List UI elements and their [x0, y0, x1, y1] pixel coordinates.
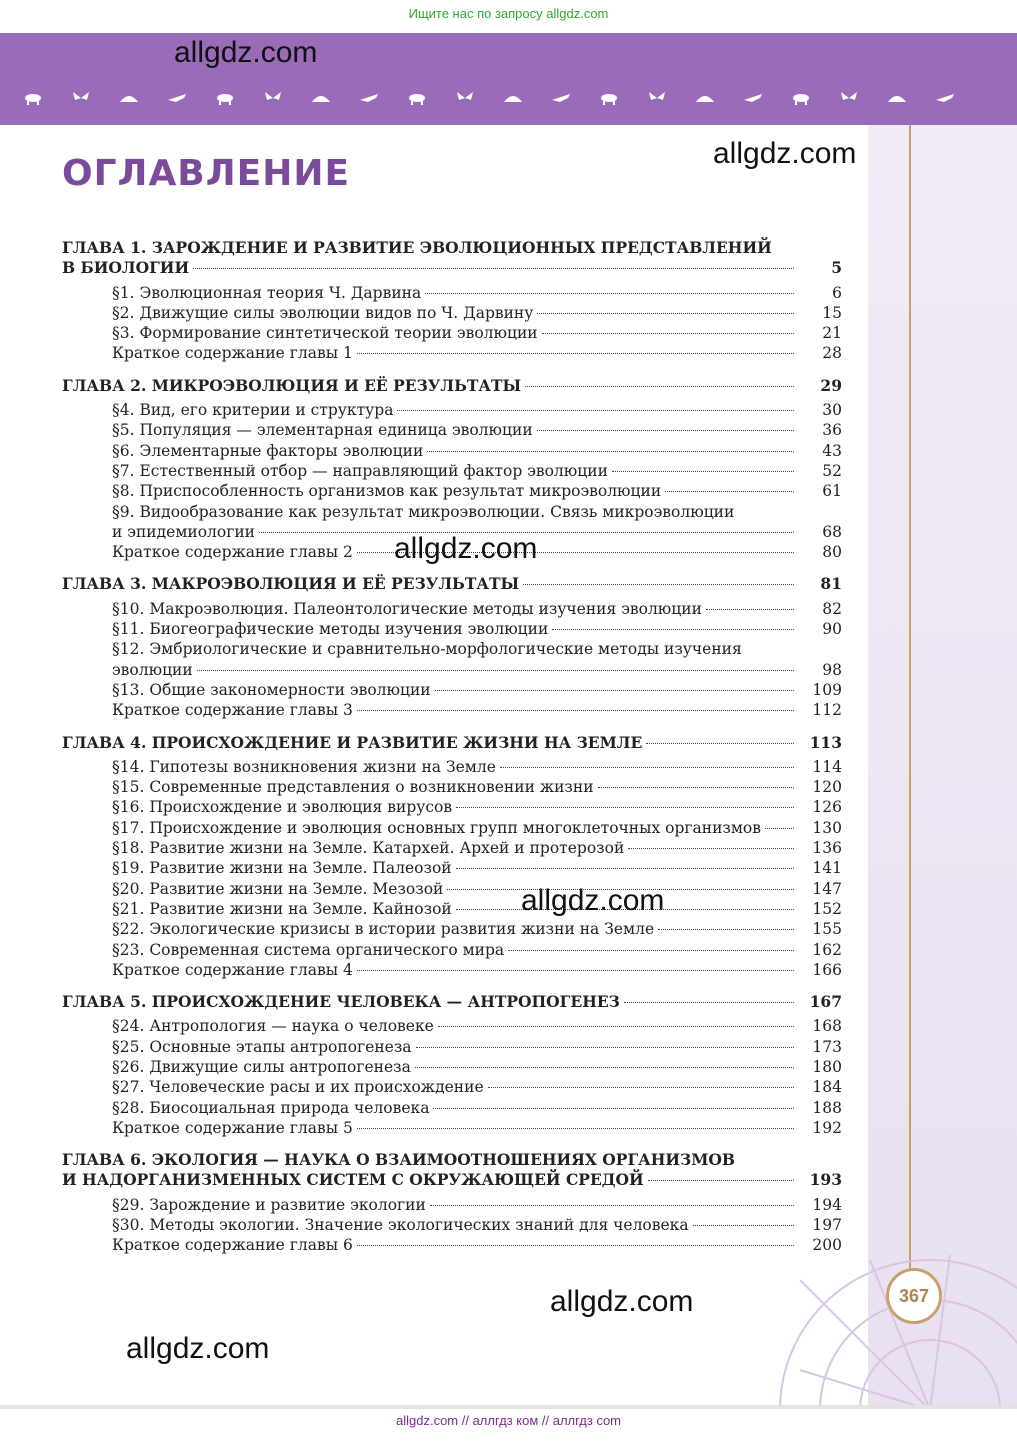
toc-entry: [62, 1037, 842, 1057]
toc-entry-title: §15. Современные представления о возникновении жизни: [112, 778, 594, 797]
toc-entry-title: §12. Эмбриологические и сравнительно-морфологические методы изучения: [112, 640, 742, 659]
toc-entry-page: 120: [812, 778, 842, 797]
toc-entry-title: §21. Развитие жизни на Земле. Кайнозой: [112, 899, 452, 918]
chapter-heading: [62, 992, 842, 1012]
dot-leader: [658, 929, 794, 930]
toc-entry-page: 166: [812, 960, 842, 979]
toc-entry-page: 168: [812, 1017, 842, 1036]
dot-leader: [552, 629, 794, 630]
animal-silhouette-icon: [934, 90, 956, 106]
watermark: allgdz.com: [126, 1332, 270, 1365]
dot-leader: [433, 1108, 794, 1109]
toc-entry: [62, 481, 842, 501]
dot-leader: [508, 950, 794, 951]
toc-entry-title: §24. Антропология — наука о человеке: [112, 1017, 434, 1036]
animal-silhouette-icon: [886, 90, 908, 106]
toc-entry: [62, 420, 842, 440]
toc-entry-page: 136: [812, 839, 842, 858]
toc-entry: [62, 680, 842, 700]
toc-entry-title: §22. Экологические кризисы в истории развития жизни на Земле: [112, 920, 655, 939]
toc-entry-title: §6. Элементарные факторы эволюции: [112, 441, 424, 460]
toc-entry-page: 80: [822, 543, 842, 562]
chapter-page-number: 5: [831, 258, 842, 278]
toc-entry-title: §11. Биогеографические методы изучения эволюции: [112, 620, 549, 639]
animal-silhouette-icon: [694, 90, 716, 106]
chapter-title-line: ГЛАВА 1. ЗАРОЖДЕНИЕ И РАЗВИТИЕ ЭВОЛЮЦИОННЫХ ПРЕДСТАВЛЕНИЙ: [62, 238, 772, 257]
toc-entry-title: §9. Видообразование как результат микроэволюции. Связь микроэволюции: [112, 502, 735, 521]
animal-silhouette-icon: [598, 90, 620, 106]
dot-leader: [357, 1245, 794, 1246]
toc-entry-title: §7. Естественный отбор — направляющий фактор эволюции: [112, 461, 608, 480]
animal-silhouette-icon: [118, 90, 140, 106]
toc-entry: [62, 960, 842, 980]
toc-entry-page: 43: [822, 441, 842, 460]
dot-leader: [456, 807, 794, 808]
toc-entry: [62, 283, 842, 303]
toc-entry: [62, 461, 842, 481]
toc-entry: [62, 502, 842, 522]
toc-entry-title: эволюции: [112, 660, 193, 679]
toc-entry: [62, 919, 842, 939]
toc-entry-page: 68: [822, 522, 842, 541]
toc-entry-title: Краткое содержание главы 5: [112, 1118, 353, 1137]
toc-entry-page: 90: [822, 620, 842, 639]
chapter-heading: [62, 574, 842, 594]
section-list: [62, 283, 842, 364]
chapter-page-number: 193: [809, 1170, 842, 1190]
toc-entry: [62, 639, 842, 659]
section-list: [62, 1016, 842, 1138]
animal-silhouette-icon: [310, 90, 332, 106]
page-number-badge: 367: [886, 1268, 942, 1324]
animal-silhouette-icon: [502, 90, 524, 106]
toc-entry-title: §10. Макроэволюция. Палеонтологические методы изучения эволюции: [112, 599, 702, 618]
chapter-heading: [62, 733, 842, 753]
dot-leader: [435, 690, 794, 691]
dot-leader: [523, 584, 794, 585]
chapter-title-line: ГЛАВА 4. ПРОИСХОЖДЕНИЕ И РАЗВИТИЕ ЖИЗНИ НА ЗЕМЛЕ: [62, 732, 643, 752]
toc-entry: [62, 1077, 842, 1097]
toc-entry: [62, 757, 842, 777]
toc-entry-title: Краткое содержание главы 6: [112, 1236, 353, 1255]
section-list: [62, 1195, 842, 1256]
watermark: allgdz.com: [713, 137, 857, 170]
toc-entry-page: 173: [812, 1037, 842, 1056]
chapter-title-line: ГЛАВА 5. ПРОИСХОЖДЕНИЕ ЧЕЛОВЕКА — АНТРОПОГЕНЕЗ: [62, 992, 620, 1012]
chapter-title-line: В БИОЛОГИИ: [62, 258, 190, 278]
toc-entry-page: 130: [812, 818, 842, 837]
toc-entry: [62, 818, 842, 838]
dot-leader: [397, 410, 794, 411]
animal-silhouette-icon: [406, 90, 428, 106]
chapter-page-number: 81: [820, 574, 842, 594]
toc-entry: [62, 1098, 842, 1118]
section-list: [62, 757, 842, 980]
dot-leader: [425, 293, 794, 294]
chapter-title-line: И НАДОРГАНИЗМЕННЫХ СИСТЕМ С ОКРУЖАЮЩЕЙ СРЕДОЙ: [62, 1170, 644, 1190]
toc-entry: [62, 1235, 842, 1255]
toc-entry-page: 28: [822, 344, 842, 363]
dot-leader: [665, 491, 794, 492]
toc-entry-title: §4. Вид, его критерии и структура: [112, 401, 394, 420]
toc-entry: [62, 1118, 842, 1138]
decorative-circle-pattern-icon: [710, 1240, 1017, 1405]
chapter-page-number: 29: [820, 375, 842, 395]
toc-entry: [62, 343, 842, 363]
dot-leader: [525, 386, 794, 387]
dot-leader: [628, 848, 794, 849]
toc-entry-title: §19. Развитие жизни на Земле. Палеозой: [112, 859, 452, 878]
animal-silhouette-icon: [70, 90, 92, 106]
toc-entry: [62, 400, 842, 420]
toc-entry-title: §3. Формирование синтетической теории эволюции: [112, 324, 538, 343]
toc-entry: [62, 899, 842, 919]
dot-leader: [357, 353, 794, 354]
toc-entry: [62, 619, 842, 639]
dot-leader: [427, 451, 794, 452]
toc-entry-page: 109: [812, 680, 842, 699]
toc-entry: [62, 940, 842, 960]
chapter-heading: [62, 238, 842, 279]
toc-entry-page: 141: [812, 859, 842, 878]
toc-entry-title: Краткое содержание главы 3: [112, 701, 353, 720]
table-of-contents: [62, 238, 842, 1256]
toc-entry-page: 126: [812, 798, 842, 817]
animal-silhouette-icon: [358, 90, 380, 106]
animal-silhouette-icon: [550, 90, 572, 106]
toc-entry-title: §29. Зарождение и развитие экологии: [112, 1195, 426, 1214]
animal-silhouette-icon: [22, 90, 44, 106]
toc-entry-page: 162: [812, 940, 842, 959]
toc-entry: [62, 660, 842, 680]
toc-entry-page: 152: [812, 899, 842, 918]
toc-entry-title: §16. Происхождение и эволюция вирусов: [112, 798, 453, 817]
dot-leader: [357, 970, 794, 971]
animal-silhouette-icon: [790, 90, 812, 106]
toc-entry-page: 188: [812, 1098, 842, 1117]
toc-entry: [62, 797, 842, 817]
chapter-title-line: ГЛАВА 3. МАКРОЭВОЛЮЦИЯ И ЕЁ РЕЗУЛЬТАТЫ: [62, 574, 520, 594]
animal-silhouette-icon: [166, 90, 188, 106]
dot-leader: [646, 743, 794, 744]
toc-entry: [62, 599, 842, 619]
animal-silhouette-icon: [646, 90, 668, 106]
section-list: [62, 599, 842, 721]
dot-leader: [357, 1128, 794, 1129]
dot-leader: [430, 1205, 794, 1206]
footer-links: allgdz.com // аллгдз ком // аллгдз com: [395, 1413, 622, 1428]
decorative-vertical-line: [909, 125, 911, 1285]
toc-entry-title: §23. Современная система органического мира: [112, 940, 505, 959]
dot-leader: [357, 710, 794, 711]
toc-entry-title: §5. Популяция — элементарная единица эволюции: [112, 421, 533, 440]
toc-entry-page: 36: [822, 421, 842, 440]
watermark: allgdz.com: [394, 532, 538, 565]
toc-entry: [62, 838, 842, 858]
toc-entry-page: 52: [822, 461, 842, 480]
toc-entry: [62, 1016, 842, 1036]
toc-entry: [62, 700, 842, 720]
toc-entry-page: 30: [822, 401, 842, 420]
watermark: allgdz.com: [174, 36, 318, 69]
dot-leader: [598, 787, 794, 788]
toc-entry-page: 21: [822, 324, 842, 343]
toc-entry: [62, 777, 842, 797]
chapter-page-number: 167: [809, 992, 842, 1012]
dot-leader: [648, 1180, 794, 1181]
toc-entry-page: 155: [812, 920, 842, 939]
toc-entry-page: 82: [822, 599, 842, 618]
toc-entry-title: §2. Движущие силы эволюции видов по Ч. Дарвину: [112, 303, 534, 322]
toc-entry-page: 147: [812, 879, 842, 898]
animal-silhouette-icon: [454, 90, 476, 106]
toc-entry: [62, 858, 842, 878]
dot-leader: [415, 1067, 794, 1068]
toc-entry-title: и эпидемиологии: [112, 522, 255, 541]
animal-silhouette-icon: [742, 90, 764, 106]
dot-leader: [542, 333, 794, 334]
toc-entry: [62, 1195, 842, 1215]
dot-leader: [693, 1225, 794, 1226]
decorative-side-panel: [868, 125, 1017, 1405]
dot-leader: [706, 609, 794, 610]
dot-leader: [624, 1002, 794, 1003]
watermark: allgdz.com: [550, 1285, 694, 1318]
toc-entry-page: 180: [812, 1057, 842, 1076]
toc-entry: [62, 323, 842, 343]
chapter-title-line: ГЛАВА 2. МИКРОЭВОЛЮЦИЯ И ЕЁ РЕЗУЛЬТАТЫ: [62, 375, 522, 395]
toc-entry-title: Краткое содержание главы 2: [112, 543, 353, 562]
toc-entry: [62, 303, 842, 323]
toc-entry-title: §17. Происхождение и эволюция основных групп многоклеточных организмов: [112, 818, 761, 837]
dot-leader: [416, 1047, 794, 1048]
toc-entry-title: §8. Приспособленность организмов как результат микроэволюции: [112, 482, 662, 501]
toc-entry-title: Краткое содержание главы 4: [112, 960, 353, 979]
toc-entry-title: §26. Движущие силы антропогенеза: [112, 1057, 411, 1076]
dot-leader: [488, 1087, 794, 1088]
toc-entry-title: §14. Гипотезы возникновения жизни на Земле: [112, 757, 496, 776]
toc-entry-title: §1. Эволюционная теория Ч. Дарвина: [112, 283, 422, 302]
toc-entry-title: §13. Общие закономерности эволюции: [112, 680, 431, 699]
dot-leader: [193, 268, 794, 269]
toc-entry-title: §25. Основные этапы антропогенеза: [112, 1037, 412, 1056]
toc-entry: [62, 441, 842, 461]
toc-entry-page: 15: [822, 303, 842, 322]
dot-leader: [500, 767, 794, 768]
dot-leader: [537, 313, 794, 314]
page-title: ОГЛАВЛЕНИЕ: [62, 153, 351, 194]
toc-entry-page: 194: [812, 1195, 842, 1214]
dot-leader: [456, 868, 794, 869]
toc-entry-page: 184: [812, 1078, 842, 1097]
toc-entry-page: 6: [832, 283, 842, 302]
toc-entry-page: 197: [812, 1216, 842, 1235]
watermark: allgdz.com: [521, 884, 665, 917]
animal-silhouette-icon: [838, 90, 860, 106]
toc-entry: [62, 879, 842, 899]
toc-entry-title: §30. Методы экологии. Значение экологических знаний для человека: [112, 1216, 689, 1235]
toc-entry-page: 112: [812, 701, 842, 720]
dot-leader: [197, 670, 794, 671]
toc-entry-page: 98: [822, 660, 842, 679]
animal-silhouette-icon: [262, 90, 284, 106]
toc-entry-title: §27. Человеческие расы и их происхождение: [112, 1078, 484, 1097]
toc-entry-title: §20. Развитие жизни на Земле. Мезозой: [112, 879, 444, 898]
toc-entry-page: 114: [812, 757, 842, 776]
toc-entry: [62, 1057, 842, 1077]
animal-silhouette-row: [22, 86, 982, 114]
toc-entry-title: §18. Развитие жизни на Земле. Катархей. Архей и протерозой: [112, 839, 625, 858]
chapter-page-number: 113: [809, 732, 842, 752]
toc-entry-title: Краткое содержание главы 1: [112, 344, 353, 363]
toc-entry: [62, 1215, 842, 1235]
dot-leader: [537, 430, 794, 431]
toc-entry-page: 200: [812, 1236, 842, 1255]
dot-leader: [438, 1026, 794, 1027]
dot-leader: [612, 471, 794, 472]
toc-entry-page: 192: [812, 1118, 842, 1137]
chapter-title-line: ГЛАВА 6. ЭКОЛОГИЯ — НАУКА О ВЗАИМООТНОШЕНИЯХ ОРГАНИЗМОВ: [62, 1150, 735, 1170]
animal-silhouette-icon: [214, 90, 236, 106]
top-note: Ищите нас по запросу allgdz.com: [408, 6, 609, 21]
toc-entry-page: 61: [822, 482, 842, 501]
chapter-heading: [62, 376, 842, 396]
dot-leader: [765, 828, 794, 829]
chapter-heading: [62, 1150, 842, 1191]
toc-entry-title: §28. Биосоциальная природа человека: [112, 1098, 430, 1117]
